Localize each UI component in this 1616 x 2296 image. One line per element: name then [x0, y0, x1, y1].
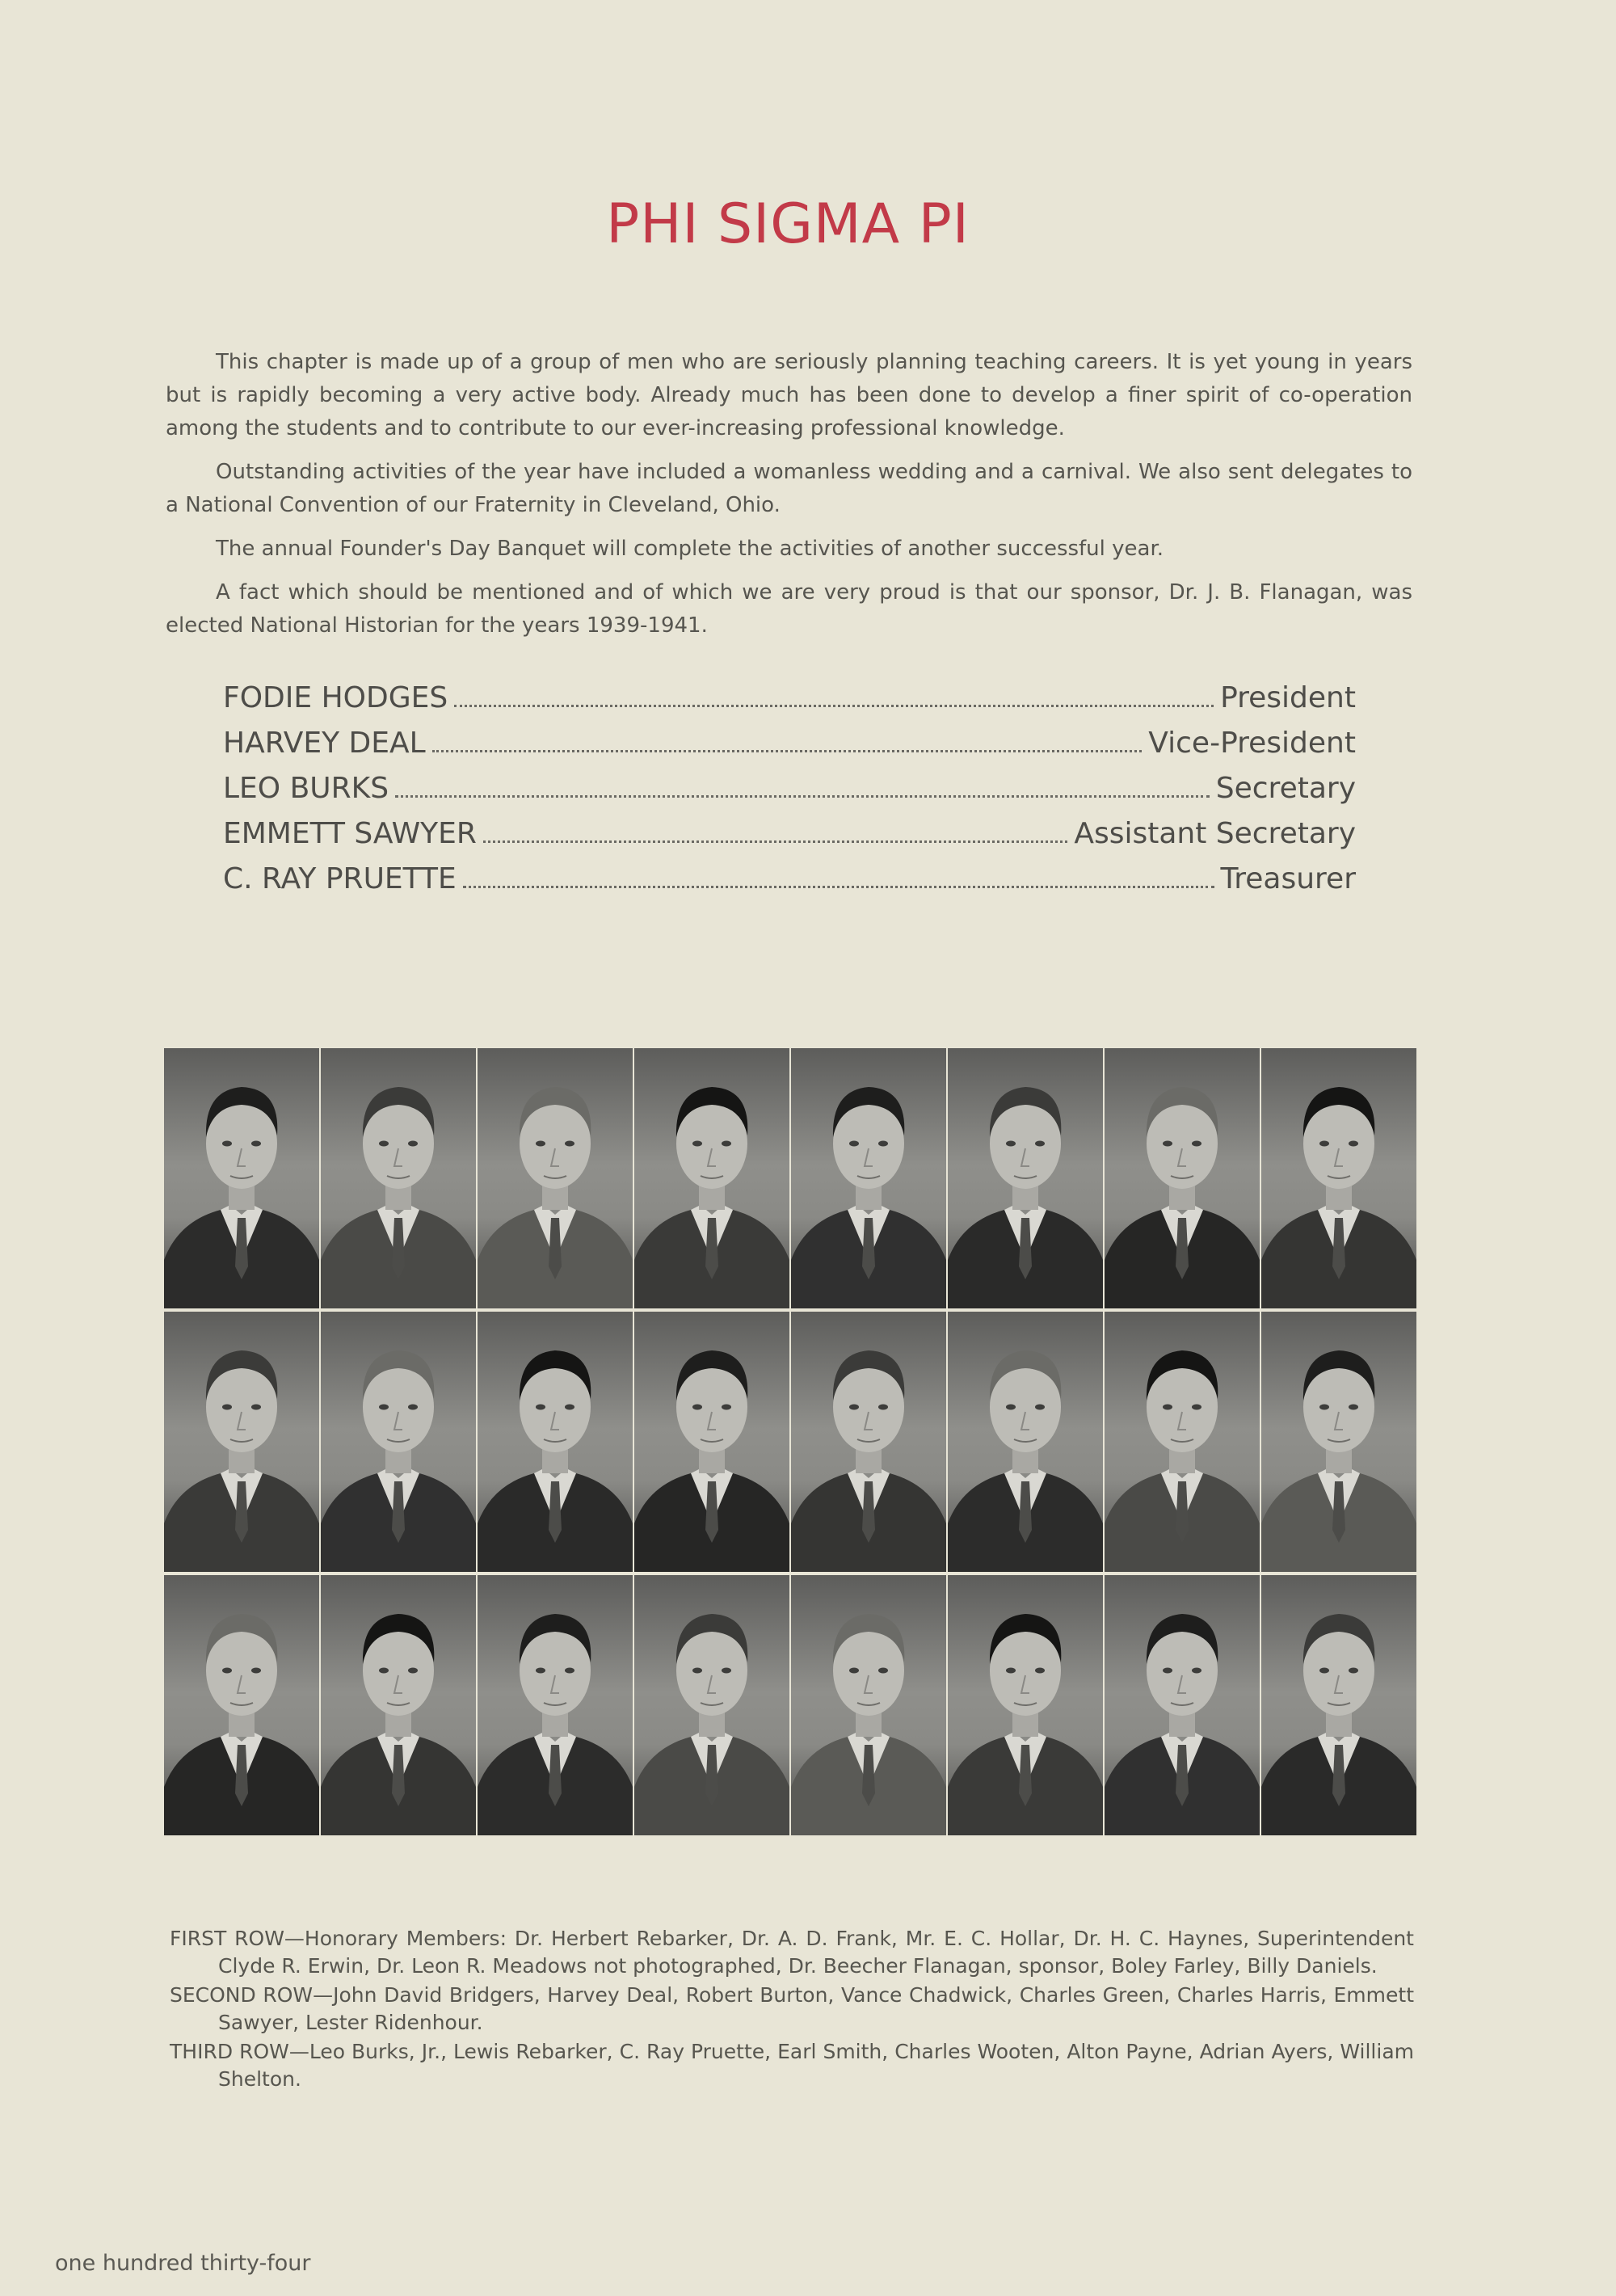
- portrait-photo: [164, 1048, 319, 1308]
- intro-paragraph: This chapter is made up of a group of men who are seriously planning teaching careers. It is yet young in years but is rapidly becoming a very active body. Already much has been done to develop a finer spirit of co-operation among the students and to contribute to our ever-increasing professional knowledge.: [166, 350, 1412, 440]
- officer-role: President: [1220, 681, 1356, 714]
- officer-role: Secretary: [1215, 772, 1356, 805]
- dot-leader: [483, 840, 1067, 843]
- portrait-figure: [1261, 1575, 1416, 1835]
- portrait-figure: [948, 1048, 1103, 1308]
- officer-role: Vice-President: [1148, 727, 1356, 760]
- portrait-figure: [321, 1575, 476, 1835]
- portrait-figure: [164, 1048, 319, 1308]
- photo-captions: [170, 1925, 1414, 2095]
- officer-assistant-secretary: [223, 817, 1356, 862]
- portrait-photo: [634, 1575, 789, 1835]
- officers-list: [223, 681, 1356, 908]
- portrait-photo: [478, 1575, 633, 1835]
- portrait-photo: [321, 1048, 476, 1308]
- portrait-figure: [164, 1575, 319, 1835]
- portrait-photo: [1261, 1575, 1416, 1835]
- portrait-figure: [791, 1048, 946, 1308]
- portrait-photo: [164, 1312, 319, 1572]
- portrait-photo: [634, 1048, 789, 1308]
- officer-name: EMMETT SAWYER: [223, 817, 477, 850]
- portrait-figure: [791, 1312, 946, 1572]
- portrait-figure: [1105, 1048, 1260, 1308]
- officer-secretary: [223, 772, 1356, 817]
- portrait-photo: [791, 1312, 946, 1572]
- officer-name: FODIE HODGES: [223, 681, 448, 714]
- portrait-photo: [948, 1575, 1103, 1835]
- officer-role: Treasurer: [1220, 862, 1356, 895]
- officer-role: Assistant Secretary: [1074, 817, 1356, 850]
- portrait-figure: [634, 1312, 789, 1572]
- officer-name: C. RAY PRUETTE: [223, 862, 457, 895]
- portrait-figure: [164, 1312, 319, 1572]
- caption-second-row: SECOND ROW—John David Bridgers, Harvey Deal, Robert Burton, Vance Chadwick, Charles Green, Charles Harris, Emmett Sawyer, Lester Ridenhour.: [170, 1983, 1414, 2034]
- portrait-photo: [948, 1048, 1103, 1308]
- intro-paragraph: Outstanding activities of the year have included a womanless wedding and a carnival. We also sent delegates to a National Convention of our Fraternity in Cleveland, Ohio.: [166, 460, 1412, 517]
- intro-paragraph: The annual Founder's Day Banquet will complete the activities of another successful year.: [216, 537, 1164, 561]
- caption-third-row: THIRD ROW—Leo Burks, Jr., Lewis Rebarker, C. Ray Pruette, Earl Smith, Charles Wooten, Alton Payne, Adrian Ayers, William Shelton.: [170, 2040, 1414, 2091]
- intro-paragraph: A fact which should be mentioned and of which we are very proud is that our sponsor, Dr. J. B. Flanagan, was elected National Historian for the years 1939-1941.: [166, 580, 1412, 638]
- portrait-photo: [791, 1048, 946, 1308]
- caption-first-row: FIRST ROW—Honorary Members: Dr. Herbert Rebarker, Dr. A. D. Frank, Mr. E. C. Hollar, Dr. H. C. Haynes, Superintendent Clyde R. Erwin, Dr. Leon R. Meadows not photographed, Dr. Beecher Flanagan, sponsor, Boley Farley, Billy Daniels.: [170, 1927, 1414, 1978]
- portrait-figure: [948, 1312, 1103, 1572]
- portrait-figure: [948, 1575, 1103, 1835]
- portrait-photo: [1105, 1312, 1260, 1572]
- portrait-figure: [1261, 1048, 1416, 1308]
- officer-treasurer: [223, 862, 1356, 908]
- dot-leader: [454, 705, 1214, 707]
- dot-leader: [432, 750, 1143, 752]
- portrait-photo: [948, 1312, 1103, 1572]
- portrait-figure: [478, 1312, 633, 1572]
- portrait-photo: [478, 1048, 633, 1308]
- portrait-figure: [791, 1575, 946, 1835]
- portrait-photo: [478, 1312, 633, 1572]
- portrait-figure: [478, 1575, 633, 1835]
- page-title: PHI SIGMA PI: [606, 192, 970, 256]
- portrait-photo: [1105, 1048, 1260, 1308]
- portrait-photo: [634, 1312, 789, 1572]
- portrait-photo: [321, 1575, 476, 1835]
- portrait-figure: [1105, 1575, 1260, 1835]
- portrait-figure: [634, 1575, 789, 1835]
- portrait-figure: [634, 1048, 789, 1308]
- portrait-figure: [478, 1048, 633, 1308]
- intro-text: [166, 346, 1412, 653]
- dot-leader: [395, 795, 1210, 798]
- officer-vice-president: [223, 727, 1356, 772]
- portrait-photo: [164, 1575, 319, 1835]
- portrait-figure: [1105, 1312, 1260, 1572]
- portrait-photo: [791, 1575, 946, 1835]
- portrait-photo: [1261, 1312, 1416, 1572]
- portrait-figure: [321, 1312, 476, 1572]
- officer-name: HARVEY DEAL: [223, 727, 426, 760]
- portrait-figure: [321, 1048, 476, 1308]
- portrait-figure: [1261, 1312, 1416, 1572]
- portrait-photo: [1261, 1048, 1416, 1308]
- dot-leader: [463, 886, 1214, 888]
- portrait-photo: [321, 1312, 476, 1572]
- portrait-grid: [164, 1048, 1418, 1835]
- page-number: one hundred thirty-four: [55, 2251, 311, 2276]
- officer-president: [223, 681, 1356, 727]
- portrait-photo: [1105, 1575, 1260, 1835]
- officer-name: LEO BURKS: [223, 772, 389, 805]
